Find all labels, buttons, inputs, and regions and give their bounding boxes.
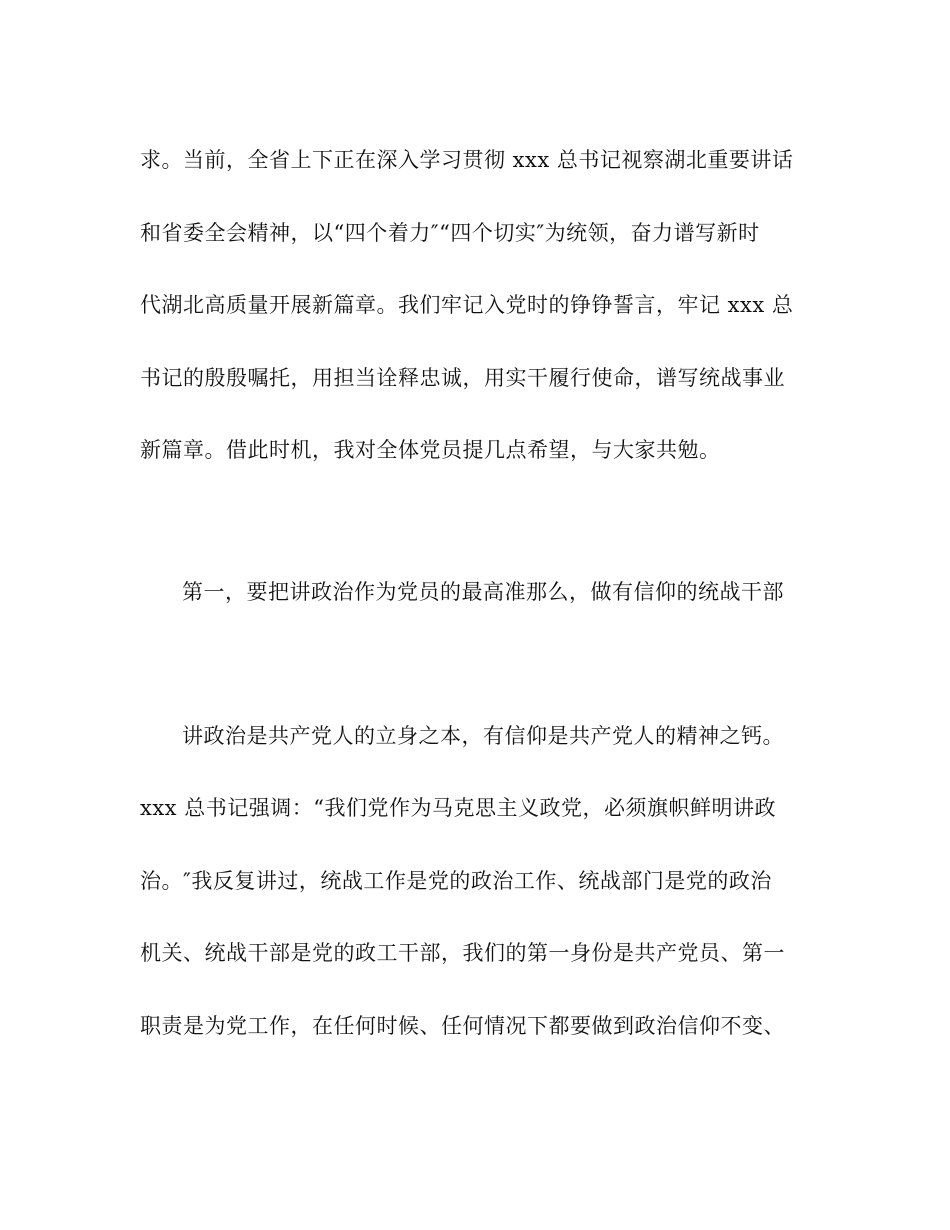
section-heading: 第一，要把讲政治作为党员的最高准那么，做有信仰的统战干部 bbox=[182, 580, 784, 604]
paragraph-2-line-2: xxx 总书记强调：“我们党作为马克思主义政党，必须旗帜鲜明讲政 bbox=[140, 796, 776, 820]
paragraph-2-line-5: 职责是为党工作，在任何时候、任何情况下都要做到政治信仰不变、 bbox=[140, 1014, 785, 1038]
paragraph-1-line-5: 新篇章。借此时机，我对全体党员提几点希望，与大家共勉。 bbox=[140, 438, 721, 462]
paragraph-2-line-1: 讲政治是共产党人的立身之本，有信仰是共产党人的精神之钙。 bbox=[182, 724, 784, 748]
paragraph-2-line-3: 治。″我反复讲过，统战工作是党的政治工作、统战部门是党的政治 bbox=[140, 869, 772, 893]
paragraph-1-line-2: 和省委全会精神，以“四个着力″“四个切实″为统领，奋力谱写新时 bbox=[140, 221, 760, 245]
paragraph-1-line-3: 代湖北高质量开展新篇章。我们牢记入党时的铮铮誓言，牢记 xxx 总 bbox=[140, 293, 794, 317]
paragraph-1-line-1: 求。当前，全省上下正在深入学习贯彻 xxx 总书记视察湖北重要讲话 bbox=[140, 148, 794, 172]
paragraph-2-line-4: 机关、统战干部是党的政工干部，我们的第一身份是共产党员、第一 bbox=[140, 941, 785, 965]
paragraph-1-line-4: 书记的殷殷嘱托，用担当诠释忠诚，用实干履行使命，谱写统战事业 bbox=[140, 366, 785, 390]
